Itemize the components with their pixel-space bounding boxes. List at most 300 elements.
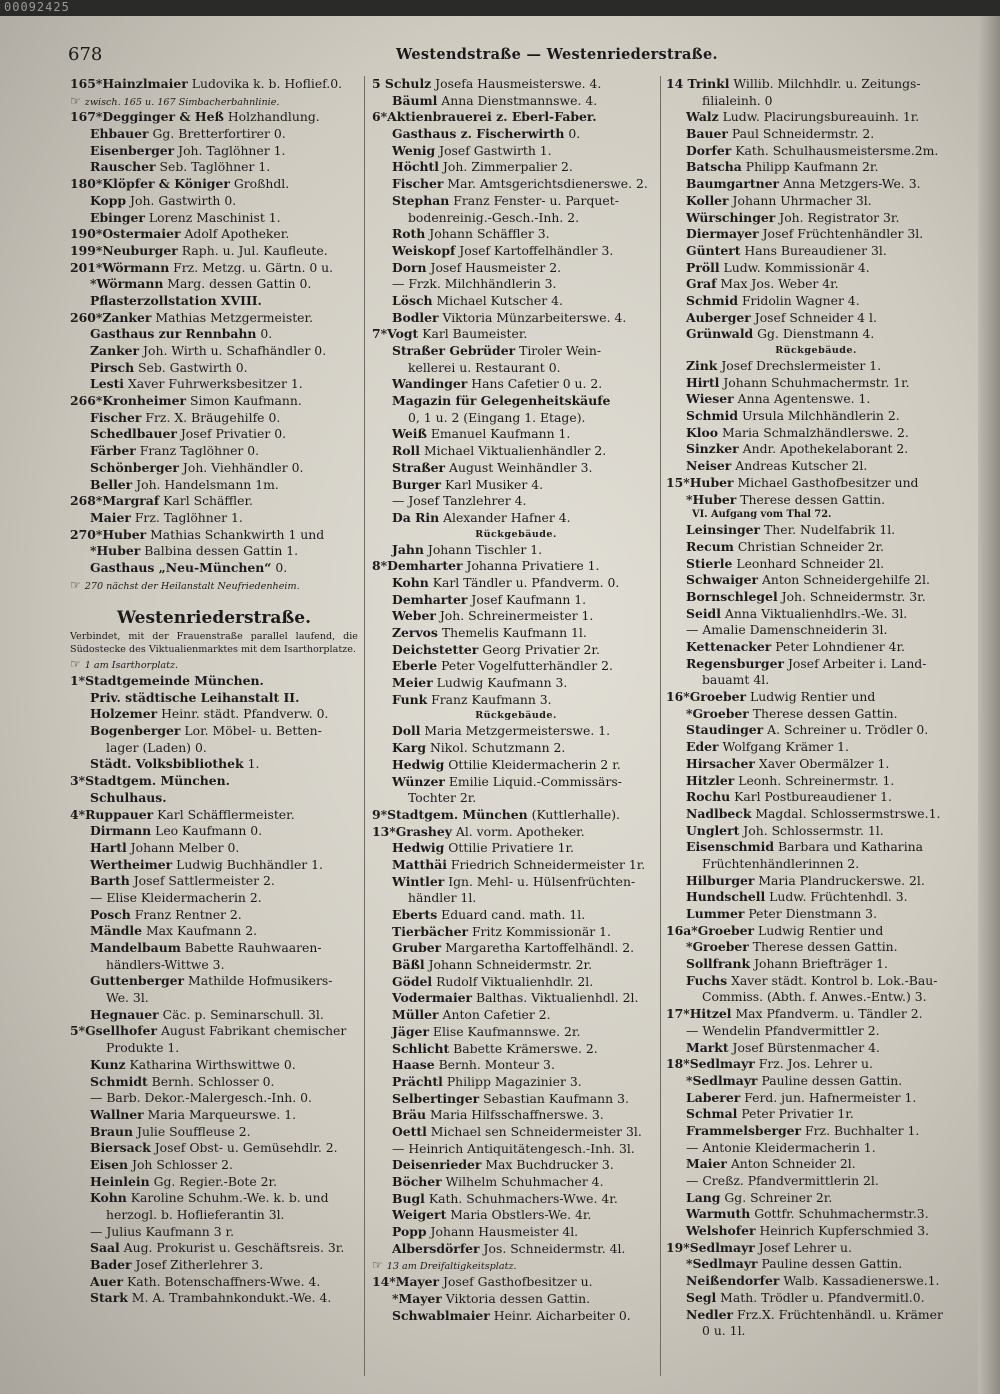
entry-name: Jahn [392,541,424,557]
entry-name: Fuchs [686,972,728,988]
entry-details: Josef Gasthofbesitzer u. [443,1274,593,1290]
entry-name: 167*Degginger & Heß [70,109,224,125]
entry-details: Karl Postbureaudiener 1. [734,789,892,805]
entry-details: Mathias Metzgermeister. [155,309,314,325]
directory-entry [372,774,660,791]
directory-entry [70,527,358,544]
directory-entry [372,210,660,227]
entry-details: Lor. Möbel- u. Betten- [184,723,322,739]
section-label: VI. Aufgang vom Thal 72. [692,509,832,521]
entry-name: 15*Huber [666,474,734,490]
entry-details: Ludw. Placirungsbureauinh. 1r. [722,109,920,125]
entry-name: Wandinger [392,376,468,392]
entry-name: Dirmann [90,823,152,839]
directory-entry [666,1106,966,1123]
entry-details: Lorenz Maschinist 1. [148,209,281,225]
directory-entry [666,1056,966,1073]
entry-details: Anton Schneidergehilfe 2l. [761,572,930,588]
entry-details: Jos. Schneidermstr. 4l. [483,1240,626,1256]
entry-name: Kohn [392,574,429,590]
entry-details: Mar. Amtsgerichtsdienerswe. 2. [447,176,648,192]
entry-details: Früchtenhändlerinnen 2. [702,855,860,871]
directory-entry [666,159,966,176]
directory-entry [70,460,358,477]
entry-name: Bräu [392,1107,427,1123]
entry-name: Stephan [392,192,450,208]
directory-entry [70,1057,358,1074]
directory-entry [70,543,358,560]
entry-details: Xaver städt. Kontrol b. Lok.-Bau- [731,972,938,988]
entry-name: Straßer Gebrüder [392,343,516,358]
entry-details: Andr. Apothekelaborant 2. [742,441,909,457]
directory-entry [70,493,358,510]
entry-details: Nikol. Schutzmann 2. [429,740,566,756]
directory-entry [372,176,660,193]
directory-entry [372,1157,660,1174]
entry-name: Zink [686,358,718,373]
entry-details: 0. [275,559,288,575]
directory-entry [70,1190,358,1207]
entry-name: Hilburger [686,872,755,888]
directory-entry [372,857,660,874]
entry-name: 165*Hainzlmaier [70,76,188,91]
directory-entry [372,723,660,740]
entry-details: Fritz Kommissionär 1. [471,923,611,939]
entry-name: Schmid [686,408,738,424]
entry-details: Joh. Wirth u. Schafhändler 0. [143,343,327,358]
directory-entry [372,443,660,460]
entry-name: 268*Margraf [70,493,160,509]
entry-name: Saal [90,1240,120,1256]
entry-details: Johann Schneidermstr. 2r. [428,957,593,973]
entry-details: Commiss. (Abth. f. Anwes.-Entw.) 3. [702,989,927,1005]
directory-entry [372,940,660,957]
entry-name: 5*Gsellhofer [70,1023,157,1039]
directory-entry [70,673,358,690]
directory-entry [372,226,660,243]
directory-entry [372,1057,660,1074]
entry-name: Biersack [90,1140,151,1156]
entry-name: Hitzler [686,772,735,788]
entry-details: Themelis Kaufmann 1l. [441,625,587,640]
entry-name: Nedler [686,1306,733,1322]
directory-entry [666,539,966,556]
entry-details: Johann Hausmeister 4l. [430,1224,579,1240]
entry-name: Pflasterzollstation XVIII. [90,292,262,308]
entry-details: Hans Bureaudiener 3l. [744,242,887,258]
directory-entry [666,572,966,589]
entry-details: Babette Rauhwaaren- [184,940,322,955]
entry-details: herzogl. b. Hoflieferantin 3l. [106,1207,285,1222]
directory-entry [70,823,358,840]
location-note [372,1257,660,1274]
directory-entry [666,408,966,425]
directory-entry [666,1206,966,1223]
entry-name: 201*Wörmann [70,259,170,275]
entry-details: Franz Kaufmann 3. [431,691,552,707]
entry-details: Raph. u. Jul. Kaufleute. [181,242,328,258]
directory-entry [372,426,660,443]
directory-entry [666,756,966,773]
directory-entry [70,1274,358,1291]
directory-entry [666,722,966,739]
entry-name: Dorn [392,259,427,275]
entry-name: Funk [392,691,428,707]
directory-entry [666,889,966,906]
entry-details: 0. [568,126,581,142]
directory-entry [372,1024,660,1041]
entry-name: Zanker [90,343,140,358]
directory-entry [666,806,966,823]
entry-details: Gg. Dienstmann 4. [757,326,875,342]
entry-details: Bernh. Monteur 3. [438,1057,555,1073]
entry-name: Gasthaus z. Fischerwirth [392,126,565,142]
entry-details: Wolfgang Krämer 1. [722,739,849,755]
entry-name: Batscha [686,159,742,175]
entry-details: Heinrich Kupferschmied 3. [759,1223,930,1239]
directory-entry [666,425,966,442]
entry-name: Leinsinger [686,522,761,538]
entry-details: August Weinhändler 3. [449,459,593,475]
entry-details: 0, 1 u. 2 (Eingang 1. Etage). [408,409,586,425]
entry-name: Popp [392,1224,427,1240]
entry-details: Ottilie Privatiere 1r. [448,840,574,856]
entry-name: Weigert [392,1207,447,1223]
entry-details: Johann Briefträger 1. [754,956,888,972]
subsection-label: Rückgebäude. [475,528,557,540]
entry-name: Gruber [392,940,442,956]
entry-name: Schlicht [392,1040,450,1056]
directory-entry [70,326,358,343]
directory-entry [70,143,358,160]
entry-details: Frz. Metzg. u. Gärtn. 0 u. [173,259,334,275]
entry-name: Schwaiger [686,572,758,588]
entry-name: 16a*Groeber [666,922,755,938]
directory-entry [70,706,358,723]
entry-name: Frammelsberger [686,1122,802,1138]
directory-entry [70,443,358,460]
directory-entry [70,890,358,907]
entry-details: Josef Obst- u. Gemüsehdlr. 2. [154,1140,338,1156]
entry-name: Auberger [686,309,751,325]
entry-name: Lesti [90,376,125,392]
page-number: 678 [68,44,103,65]
directory-entry [372,1207,660,1224]
directory-entry [70,873,358,890]
column-left [70,76,358,1307]
directory-entry [666,1156,966,1173]
directory-entry [372,143,660,160]
entry-name: Sinzker [686,441,739,457]
directory-entry [666,923,966,940]
entry-name: Rauscher [90,159,156,175]
directory-entry [70,560,358,577]
entry-name: Bader [90,1257,132,1273]
entry-name: Güntert [686,242,741,258]
entry-name: Eberle [392,658,438,674]
directory-entry [372,293,660,310]
entry-name: Laberer [686,1089,741,1105]
directory-entry [70,1007,358,1024]
directory-entry [70,773,358,790]
entry-name: Würschinger [686,209,776,225]
directory-entry [70,690,358,707]
entry-name: Maier [90,509,131,525]
entry-details: Anna Metzgers-We. 3. [782,176,921,192]
entry-name: Wintler [392,873,445,889]
directory-entry [372,907,660,924]
directory-entry [70,376,358,393]
entry-details: Joh. Viehhändler 0. [182,459,304,475]
directory-entry [70,923,358,940]
directory-entry [70,1240,358,1257]
directory-entry [666,873,966,890]
directory-entry [70,807,358,824]
entry-name: Mandelbaum [90,940,181,955]
entry-details: Joh. Zimmerpalier 2. [442,159,573,175]
entry-name: Selbertinger [392,1090,480,1106]
directory-entry [666,193,966,210]
entry-details: Johann Schäffler 3. [429,226,550,242]
directory-entry [372,1308,660,1325]
entry-details: — Creßz. Pfandvermittlerin 2l. [686,1173,879,1188]
entry-name: Lösch [392,292,433,308]
directory-entry [666,458,966,475]
entry-name: Prächtl [392,1073,443,1089]
entry-name: 4*Ruppauer [70,806,154,822]
entry-details: Heinr. städt. Pfandverw. 0. [161,706,329,722]
entry-details: Tiroler Wein- [519,343,602,358]
entry-name: Schedlbauer [90,426,177,442]
directory-entry [372,243,660,260]
entry-details: Ludw. Kommissionär 4. [723,259,870,275]
directory-entry [666,556,966,573]
entry-details: Tochter 2r. [408,790,477,806]
directory-entry [372,692,660,709]
entry-details: Therese dessen Gattin. [740,491,886,507]
directory-entry [372,840,660,857]
entry-name: *Sedlmayr [686,1072,758,1088]
entry-name: *Mayer [392,1290,442,1306]
entry-details: Joh. Schlossermstr. 1l. [743,822,884,838]
entry-details: — Elise Kleidermacherin 2. [90,889,262,905]
entry-name: Oettl [392,1123,427,1139]
entry-name: *Groeber [686,705,749,721]
entry-details: Joh Schlosser 2. [131,1156,233,1172]
entry-details: Christian Schneider 2r. [737,538,884,554]
entry-details: Ottilie Kleidermacherin 2 r. [448,756,621,772]
directory-entry [70,310,358,327]
entry-details: Ferd. jun. Hafnermeister 1. [744,1089,917,1105]
entry-details: Pauline dessen Gattin. [761,1072,903,1088]
film-id: 00092425 [4,0,70,14]
entry-name: 260*Zanker [70,309,152,325]
entry-name: Dorfer [686,142,732,158]
entry-details: Georg Privatier 2r. [482,641,600,657]
entry-name: Städt. Volksbibliothek [90,756,244,772]
entry-name: Hirsacher [686,755,755,771]
entry-details: Josef Kartoffelhändler 3. [459,242,614,258]
directory-entry [70,857,358,874]
entry-name: Priv. städtische Leihanstalt II. [90,689,300,705]
entry-details: Ther. Nudelfabrik 1l. [764,522,896,538]
entry-details: Xaver Obermälzer 1. [758,755,890,771]
entry-details: Josef Sattlermeister 2. [133,873,275,889]
directory-entry [666,391,966,408]
directory-entry [666,310,966,327]
entry-name: 9*Stadtgem. München [372,806,528,822]
directory-entry [666,93,966,110]
entry-details: lager (Laden) 0. [106,739,207,755]
directory-entry [666,293,966,310]
entry-name: Stark [90,1290,128,1306]
directory-entry [666,989,966,1006]
entry-name: Neiser [686,458,732,474]
entry-details: Josef Lehrer u. [758,1239,852,1255]
entry-name: Braun [90,1123,134,1139]
entry-details: Ludwig Kaufmann 3. [436,675,568,691]
entry-details: Maria Marqueurswe. 1. [147,1106,297,1122]
entry-name: Lummer [686,906,745,921]
entry-name: 199*Neuburger [70,242,178,258]
directory-entry [70,790,358,807]
directory-entry [666,656,966,673]
entry-details: — Frzk. Milchhändlerin 3. [392,276,557,292]
entry-name: 14*Mayer [372,1274,440,1290]
directory-entry [70,76,358,93]
directory-entry [666,1040,966,1057]
entry-details: Leonh. Schreinermstr. 1. [738,772,895,788]
entry-details: — Wendelin Pfandvermittler 2. [686,1022,880,1038]
entry-name: Weiskopf [392,242,456,258]
directory-entry [70,226,358,243]
entry-name: Auer [90,1273,124,1289]
directory-entry [372,1241,660,1258]
directory-entry [666,326,966,343]
entry-name: Barth [90,873,130,889]
directory-entry [666,1256,966,1273]
entry-details: Karoline Schuhm.-We. k. b. und [130,1190,329,1206]
entry-name: Schmidt [90,1073,148,1089]
entry-details: Ludwig Rentier und [758,922,884,938]
directory-entry [70,360,358,377]
directory-entry [666,475,966,492]
entry-name: Wenig [392,142,436,158]
directory-entry [666,1073,966,1090]
directory-entry [372,260,660,277]
entry-details: Babette Krämerswe. 2. [453,1040,598,1056]
directory-entry [372,1074,660,1091]
directory-entry [666,375,966,392]
directory-entry [372,1224,660,1241]
entry-name: Weber [392,608,436,624]
entry-details: Johann Schuhmachermstr. 1r. [723,374,910,390]
entry-details: Josef Früchtenhändler 3l. [762,226,924,242]
entry-name: 7*Vogt [372,326,419,342]
entry-name: *Groeber [686,939,749,955]
directory-entry [666,672,966,689]
entry-name: Schwablmaier [392,1307,490,1323]
entry-name: Hirtl [686,374,720,390]
directory-entry [666,1273,966,1290]
entry-name: Maier [686,1156,727,1172]
directory-entry [372,193,660,210]
entry-name: Hartl [90,839,127,855]
directory-entry [70,260,358,277]
entry-details: Franz Rentner 2. [134,906,242,922]
entry-name: Pirsch [90,359,135,375]
directory-entry [372,360,660,377]
entry-details: Alexander Hafner 4. [443,509,571,525]
entry-details: Philipp Magazinier 3. [446,1073,582,1089]
entry-details: Friedrich Schneidermeister 1r. [450,856,646,872]
directory-entry [666,956,966,973]
entry-name: Eberts [392,907,438,922]
entry-details: Michael sen Schneidermeister 3l. [430,1123,642,1139]
directory-entry [70,126,358,143]
entry-name: Rochu [686,789,731,805]
entry-details: Großhdl. [233,176,290,192]
directory-entry [372,890,660,907]
directory-entry [70,1074,358,1091]
entry-name: 19*Sedlmayr [666,1239,755,1255]
entry-name: 180*Klöpfer & Königer [70,176,230,192]
directory-entry [372,460,660,477]
entry-details: Josef Hausmeister 2. [430,259,562,275]
entry-name: Matthäi [392,856,447,872]
entry-name: Hedwig [392,756,445,772]
directory-entry [70,393,358,410]
entry-name: Grünwald [686,326,754,342]
entry-details: Maria Hilfsschaffnerswe. 3. [430,1107,604,1123]
directory-entry [372,592,660,609]
entry-name: Kopp [90,192,127,208]
entry-details: Max Jos. Weber 4r. [720,276,839,292]
entry-details: kellerei u. Restaurant 0. [408,359,561,375]
entry-details: We. 3l. [106,990,149,1006]
directory-entry [70,426,358,443]
entry-details: Kath. Schulhausmeistersme.2m. [735,142,939,158]
entry-details: Therese dessen Gattin. [752,705,898,721]
entry-details: Rudolf Viktualienhdlr. 2l. [436,973,594,989]
directory-entry [372,824,660,841]
directory-entry [666,210,966,227]
entry-name: 266*Kronheimer [70,393,187,409]
directory-entry [666,689,966,706]
directory-entry [666,243,966,260]
entry-details: Cäc. p. Seminarschull. 3l. [162,1006,324,1022]
directory-entry [372,675,660,692]
page-header [68,44,968,70]
directory-entry [70,510,358,527]
directory-entry [372,1174,660,1191]
entry-details: Paul Schneidermstr. 2. [731,126,875,142]
directory-entry [70,990,358,1007]
entry-details: Katharina Wirthswittwe 0. [129,1056,296,1072]
entry-details: August Fabrikant chemischer [160,1023,347,1039]
entry-name: Schulhaus. [90,789,167,805]
location-note [70,577,358,594]
entry-name: Kettenacker [686,639,772,654]
entry-details: Maria Plandruckerswe. 2l. [758,872,925,888]
directory-entry [666,76,966,93]
entry-details: 0 u. 1l. [702,1323,746,1339]
entry-name: 190*Ostermaier [70,226,181,242]
directory-entry [666,1290,966,1307]
entry-name: Gasthaus „Neu-München“ [90,559,272,575]
directory-entry [372,326,660,343]
entry-details: — Antonie Kleidermacherin 1. [686,1139,876,1155]
